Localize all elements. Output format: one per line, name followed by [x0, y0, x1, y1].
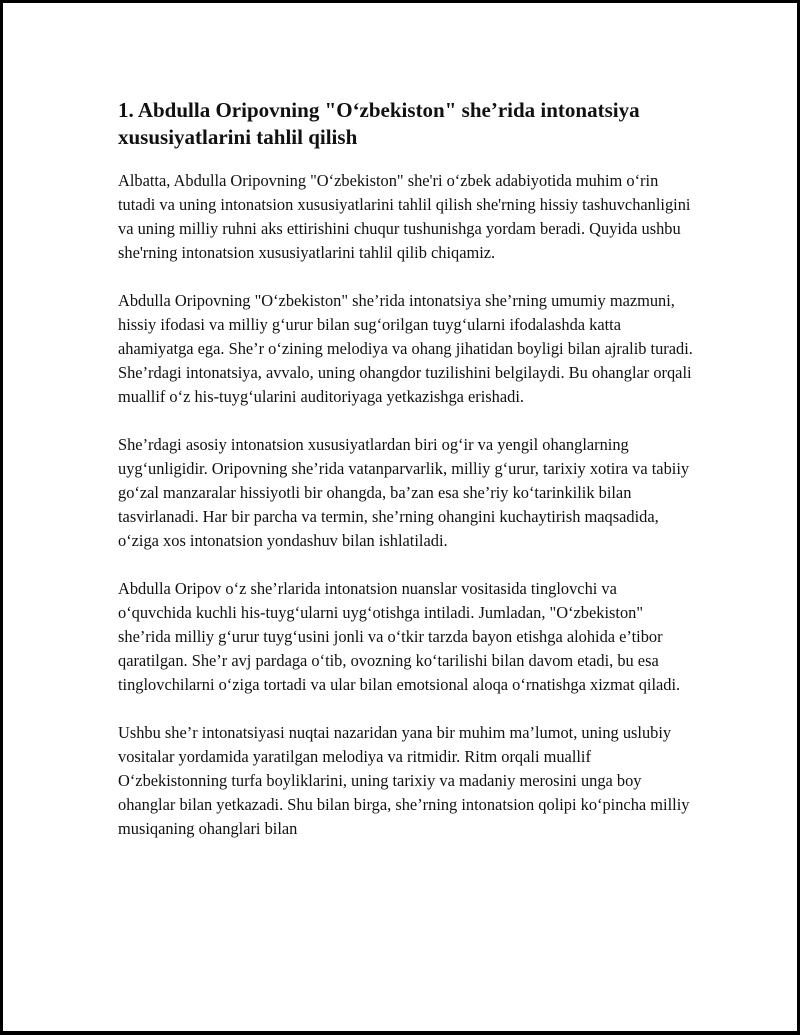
paragraph-3: She’rdagi asosiy intonatsion xususiyatlardan biri og‘ir va yengil ohanglarning uyg‘unligidir. Oripovning she’rida vatanparvarlik, milliy g‘urur, tarixiy xotira va tabiiy go‘zal manzaralar hissiyotli bir ohangda, ba’zan esa she’riy ko‘tarinkilik bilan tasvirlanadi. Har bir parcha va termin, she’rning ohangini kuchaytirish maqsadida, o‘ziga xos intonatsion yondashuv bilan ishlatiladi.: [118, 435, 690, 550]
paragraph-2: Abdulla Oripovning "O‘zbekiston" she’rida intonatsiya she’rning umumiy mazmuni, hissiy ifodasi va milliy g‘urur bilan sug‘orilgan tuyg‘ularni ifodalashda katta ahamiyatga ega. She’r o‘zining melodiya va ohang jihatidan boyligi bilan ajralib turadi. She’rdagi intonatsiya, avvalo, uning ohangdor tuzilishini belgilaydi. Bu ohanglar orqali muallif o‘z his-tuyg‘ularini auditoriyaga yetkazishga erishadi.: [118, 291, 693, 406]
section-heading: 1. Abdulla Oripovning "O‘zbekiston" she’rida intonatsiya xususiyatlarini tahlil qilish: [118, 98, 640, 149]
paragraph-1: Albatta, Abdulla Oripovning "O‘zbekiston" she'ri o‘zbek adabiyotida muhim o‘rin tutadi va uning intonatsion xususiyatlarini tahlil qilish she'rning hissiy tashuvchanligini va uning milliy ruhni aks ettirishini chuqur tushunishga yordam beradi. Quyida ushbu she'rning intonatsion xususiyatlarini tahlil qilib chiqamiz.: [118, 171, 691, 262]
paragraph-5: Ushbu she’r intonatsiyasi nuqtai nazaridan yana bir muhim ma’lumot, uning uslubiy vositalar yordamida yaratilgan melodiya va ritmidir. Ritm orqali muallif O‘zbekistonning turfa boyliklarini, uning tarixiy va madaniy merosini unga boy ohanglar bilan yetkazadi. Shu bilan birga, she’rning intonatsion qolipi ko‘pincha milliy musiqaning ohanglari bilan: [118, 723, 690, 838]
document-content: [118, 97, 693, 841]
paragraph-4: Abdulla Oripov o‘z she’rlarida intonatsion nuanslar vositasida tinglovchi va o‘quvchida kuchli his-tuyg‘ularni uyg‘otishga intiladi. Jumladan, "O‘zbekiston" she’rida milliy g‘urur tuyg‘usini jonli va o‘tkir tarzda bayon etishga alohida e’tibor qaratilgan. She’r avj pardaga o‘tib, ovozning ko‘tarilishi bilan davom etadi, bu esa tinglovchilarni o‘ziga tortadi va ular bilan emotsional aloqa o‘rnatishga xizmat qiladi.: [118, 579, 681, 694]
